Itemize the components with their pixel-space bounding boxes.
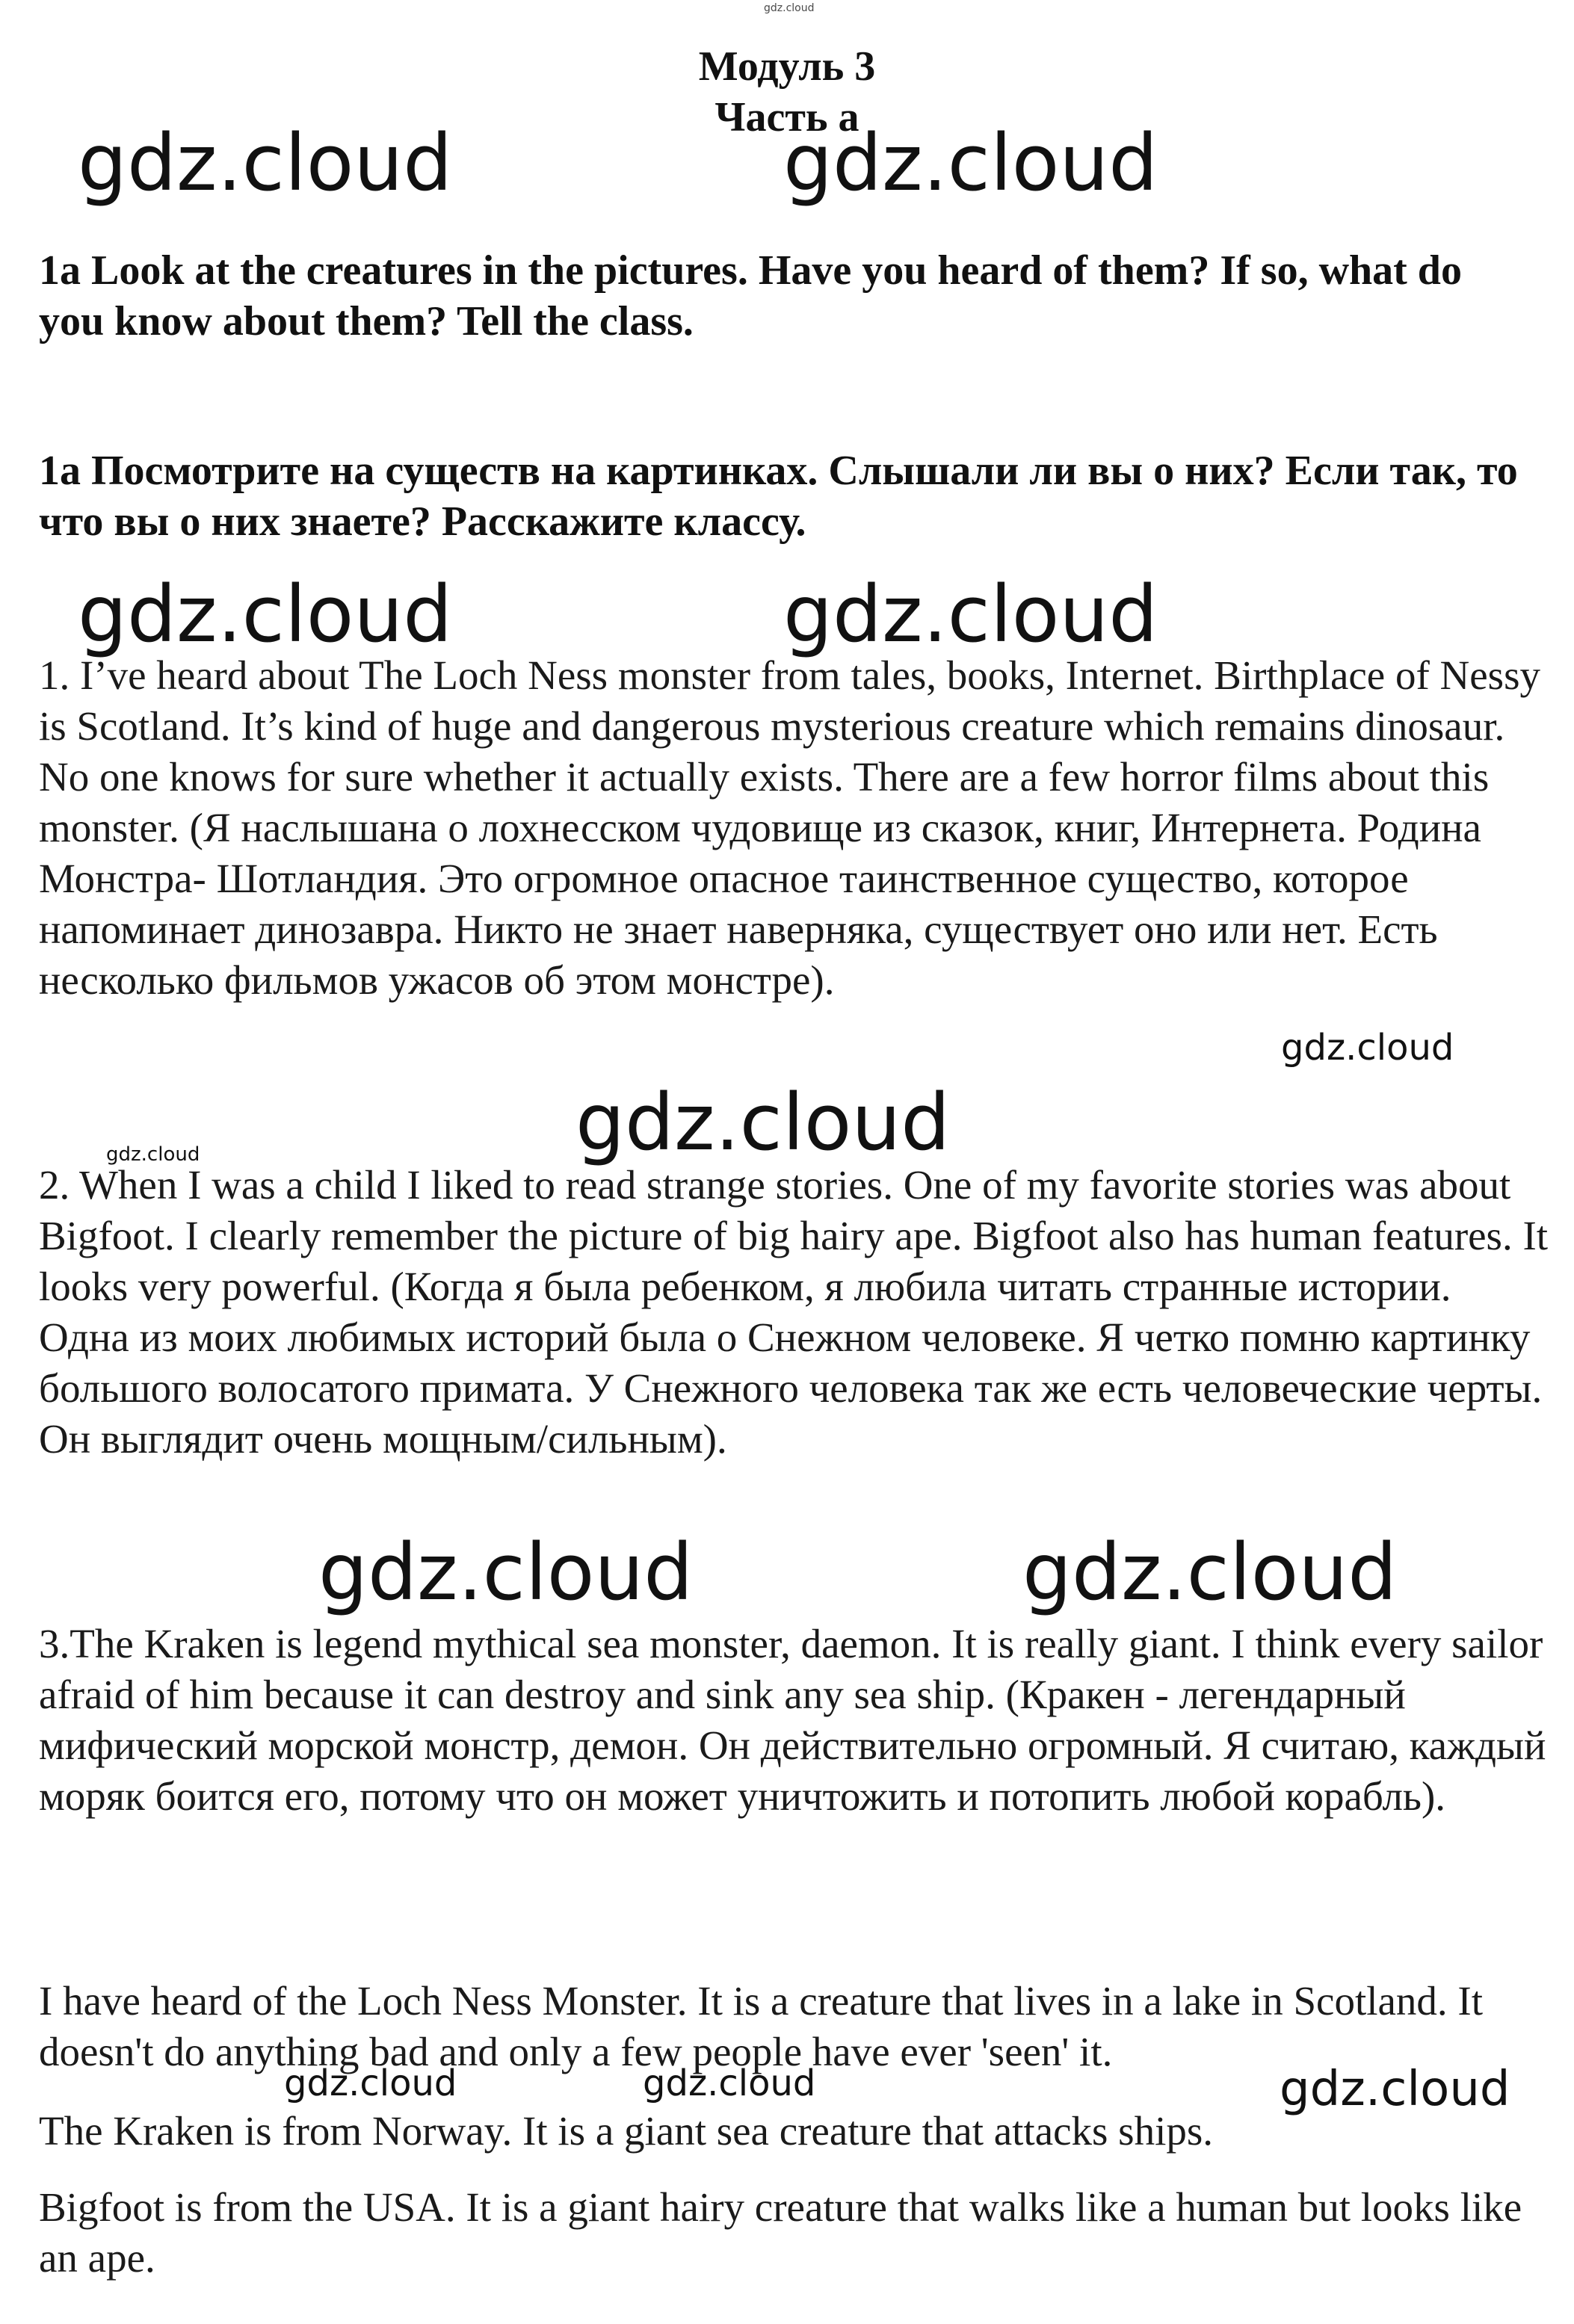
watermark: gdz.cloud [783, 117, 1158, 208]
watermark: gdz.cloud [643, 2062, 816, 2104]
summary-kraken: The Kraken is from Norway. It is a giant sea creature that attacks ships. [39, 2108, 1214, 2154]
watermark: gdz.cloud [783, 569, 1158, 660]
summary-bigfoot: Bigfoot is from the USA. It is a giant hairy creature that walks like a human but looks like an ape. [39, 2184, 1522, 2281]
module-title: Модуль 3 [698, 43, 876, 90]
answer-kraken: 3.The Kraken is legend mythical sea monster, daemon. It is really giant. I think every sailor afraid of him because it can destroy and sink any sea ship. (Кракен - легендарный мифический морской монстр, демон. Он действительно огромный. Я считаю, каждый моряк боится его, потому что он может уничтожить и потопить любой корабль). [39, 1621, 1546, 1819]
watermark: gdz.cloud [78, 117, 453, 208]
answer-bigfoot: 2. When I was a child I liked to read strange stories. One of my favorite stories was about Bigfoot. I clearly remember the picture of big hairy ape. Bigfoot also has human features. It looks very powerful. (Когда я была ребенком, я любила читать странные истории. Одна из моих любимых историй была о Снежном человеке. Я четко помню картинку большого волосатого примата. У Снежного человека так же есть человеческие черты. Он выглядит очень мощным/сильным). [39, 1162, 1549, 1462]
task-instruction-russian: 1a Посмотрите на существ на картинках. Слышали ли вы о них? Если так, то что вы о них знаете? Расскажите классу. [39, 448, 1518, 545]
watermark: gdz.cloud [284, 2062, 457, 2104]
watermark: gdz.cloud [575, 1077, 951, 1168]
part-title: Часть а [715, 94, 859, 140]
summary-loch-ness: I have heard of the Loch Ness Monster. It is a creature that lives in a lake in Scotland. It doesn't do anything bad and only a few people have ever 'seen' it. [39, 1978, 1484, 2074]
watermark: gdz.cloud [1281, 1027, 1454, 1069]
top-watermark-mark: gdz.cloud [764, 2, 815, 14]
watermark: gdz.cloud [106, 1143, 200, 1166]
answer-loch-ness: 1. I’ve heard about The Loch Ness monster from tales, books, Internet. Birthplace of Nessy is Scotland. It’s kind of huge and dangerous mysterious creature which remains dinosaur. No one knows for sure whether it actually exists. There are a few horror films about this monster. (Я наслышана о лохнесском чудовище из сказок, книг, Интернета. Родина Монстра- Шотландия. Это огромное опасное таинственное существо, которое напоминает динозавра. Никто не знает наверняка, существует оно или нет. Есть несколько фильмов ужасов об этом монстре). [39, 652, 1540, 1003]
watermark: gdz.cloud [318, 1527, 694, 1618]
watermark: gdz.cloud [78, 569, 453, 660]
task-instruction-english: 1a Look at the creatures in the pictures. Have you heard of them? If so, what do you know about them? Tell the class. [39, 247, 1462, 344]
watermark: gdz.cloud [1280, 2062, 1510, 2117]
watermark: gdz.cloud [1022, 1527, 1398, 1618]
